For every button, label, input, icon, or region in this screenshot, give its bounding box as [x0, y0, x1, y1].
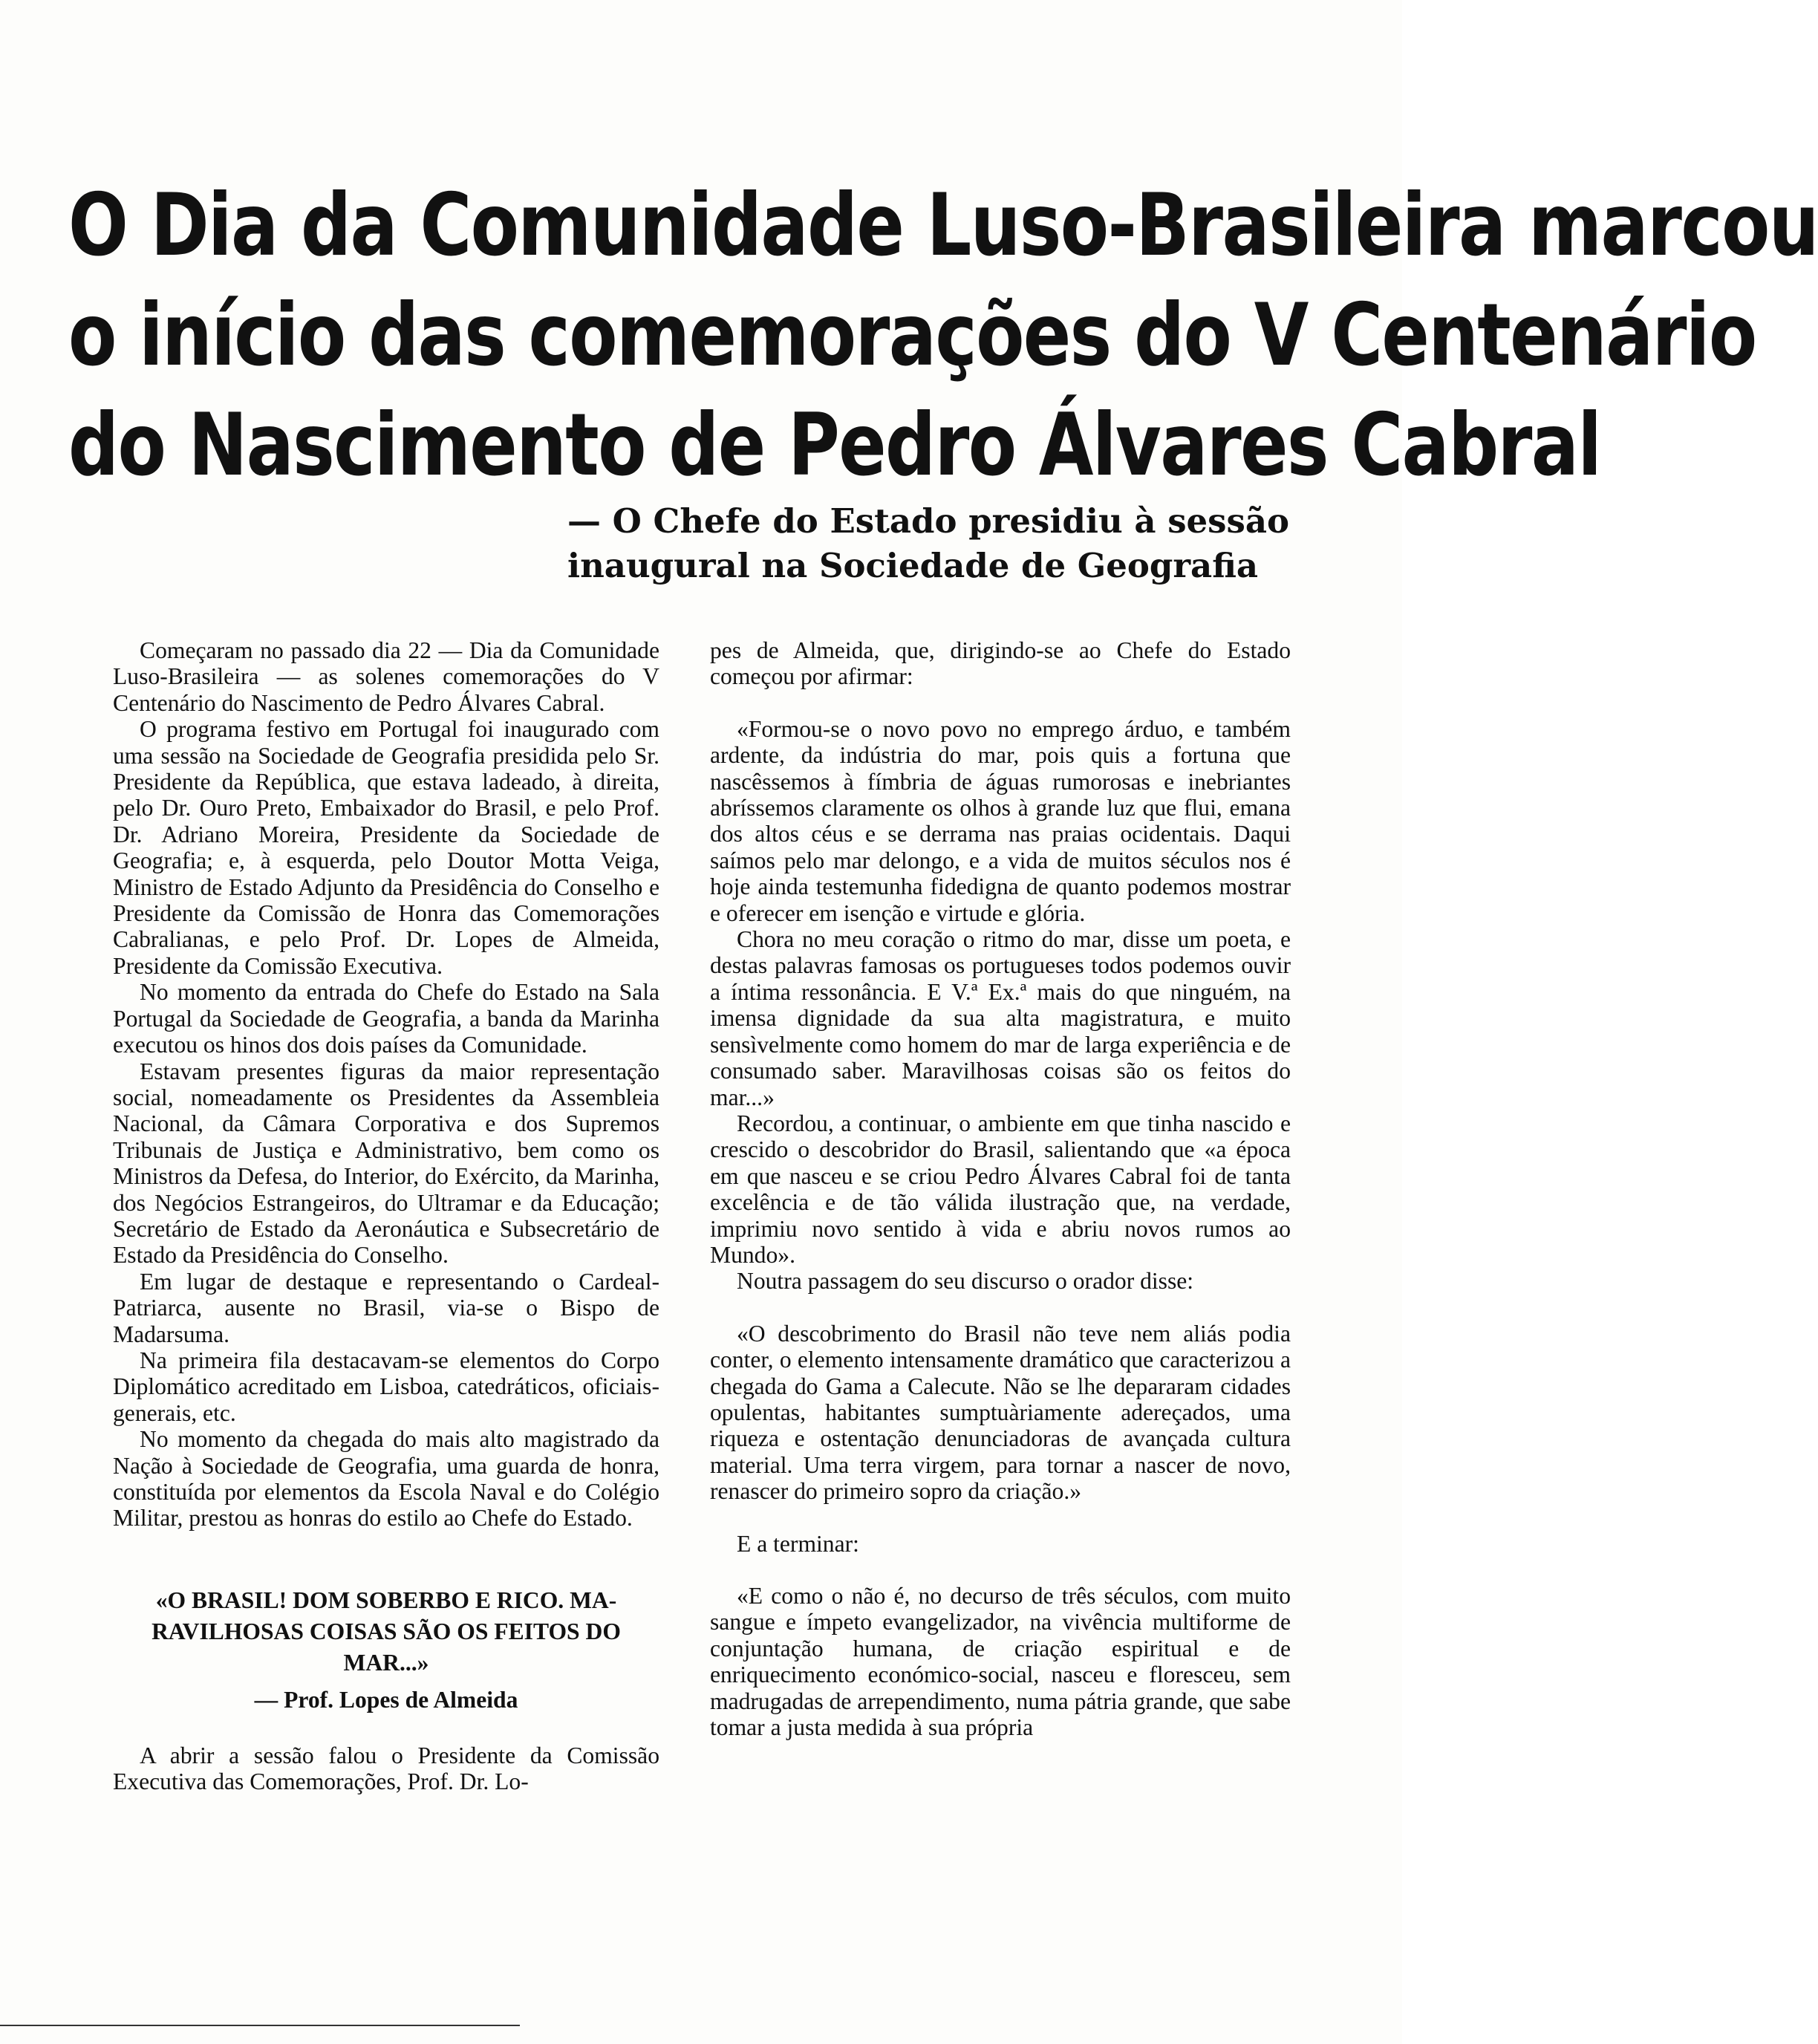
article-paragraph: No momento da entrada do Chefe do Estado na Sala Portugal da Sociedade de Geografia, a banda da Marinha executou os hinos dos dois países da Comunidade.: [113, 979, 659, 1058]
subheadline: [567, 499, 1289, 588]
quote-attribution: — Prof. Lopes de Almeida: [254, 1686, 518, 1713]
article-paragraph: No momento da chegada do mais alto magistrado da Nação à Sociedade de Geografia, uma guarda de honra, constituída por elementos da Escola Naval e do Colégio Militar, prestou as honras do estilo ao Chefe do Estado.: [113, 1426, 659, 1532]
speech-quote: «O descobrimento do Brasil não teve nem aliás podia conter, o elemento intensamente dramático que caracterizou a chegada do Gama a Calecute. Não se lhe depararam cidades opulentas, habitantes sumptuàriamente adereçados, uma riqueza e ostentação denunciadoras de avançada cultura material. Uma terra virgem, para tornar a nascer de novo, renascer do primeiro sopro da criação.»: [710, 1320, 1291, 1505]
headline-line: O Dia da Comunidade Luso-Brasileira marcou: [68, 175, 1818, 276]
speech-quote: Chora no meu coração o ritmo do mar, disse um poeta, e destas palavras famosas os portugueses todos podemos ouvir a íntima ressonância. E V.ª Ex.ª mais do que ninguém, na imensa dignidade da sua alta magistratura, e muito sensìvelmente como homem do mar de larga experiência e de consumado saber. Maravilhosas coisas são os feitos do mar...»: [710, 926, 1291, 1110]
headline-line: do Nascimento de Pedro Álvares Cabral: [68, 395, 1601, 495]
article-paragraph: Em lugar de destaque e representando o Cardeal- Patriarca, ausente no Brasil, via-se o Bispo de Madarsuma.: [113, 1268, 659, 1347]
headline-line: o início das comemorações do V Centenário: [68, 285, 1756, 385]
article-paragraph-continued: pes de Almeida, que, dirigindo-se ao Chefe do Estado começou por afirmar:: [710, 637, 1291, 690]
article-paragraph: Começaram no passado dia 22 — Dia da Comunidade Luso-Brasileira — as solenes comemorações do V Centenário do Nascimento de Pedro Álvares Cabral.: [113, 637, 659, 716]
right-column: [710, 637, 1291, 1740]
section-heading-line: «O BRASIL! DOM SOBERBO E RICO. MA-: [155, 1586, 617, 1613]
speech-quote: «Formou-se o novo povo no emprego árduo, e também ardente, da indústria do mar, pois quis a fortuna que nascêssemos à fímbria de águas rumorosas e inebriantes abríssemos claramente os olhos à grande luz que flui, emana dos altos céus e se derrama nas praias ocidentais. Daqui saímos pelo mar delongo, e a vida de muitos séculos nos é hoje ainda testemunha fidedigna de quanto podemos mostrar e oferecer em isenção e virtude e glória.: [710, 715, 1291, 926]
article-paragraph: Estavam presentes figuras da maior representação social, nomeadamente os Presidentes da Assembleia Nacional, da Câmara Corporativa e dos Supremos Tribunais de Justiça e Administrativo, bem como os Ministros da Defesa, do Interior, do Exército, da Marinha, dos Negócios Estrangeiros, do Ultramar e da Educação; Secretário de Estado da Aeronáutica e Subsecretário de Estado da Presidência do Conselho.: [113, 1058, 659, 1269]
headline: [68, 171, 1818, 501]
section-heading-line: MAR...»: [343, 1649, 429, 1676]
speech-quote: «E como o não é, no decurso de três séculos, com muito sangue e ímpeto evangelizador, na vivência multiforme de conjuntação humana, de criação espiritual e de enriquecimento económico-social, nasceu e floresceu, sem madrugadas de arrependimento, numa pátria grande, que sabe tomar a justa medida à sua própria: [710, 1583, 1291, 1741]
section-heading-line: RAVILHOSAS COISAS SÃO OS FEITOS DO: [152, 1618, 621, 1644]
left-column: [113, 637, 659, 1795]
subheadline-line: — O Chefe do Estado presidiu à sessão: [567, 501, 1289, 541]
article-paragraph: Noutra passagem do seu discurso o orador disse:: [737, 1268, 1194, 1295]
article-paragraph: O programa festivo em Portugal foi inaugurado com uma sessão na Sociedade de Geografia presidida pelo Sr. Presidente da República, que estava ladeado, à direita, pelo Dr. Ouro Preto, Embaixador do Brasil, e pelo Prof. Dr. Adriano Moreira, Presidente da Sociedade de Geografia; e, à esquerda, pelo Doutor Motta Veiga, Ministro de Estado Adjunto da Presidência do Conselho e Presidente da Comissão de Honra das Comemorações Cabralianas, e pelo Prof. Dr. Lopes de Almeida, Presidente da Comissão Executiva.: [113, 716, 659, 979]
article-paragraph: E a terminar:: [737, 1530, 859, 1557]
article-paragraph: Na primeira fila destacavam-se elementos do Corpo Diplomático acreditado em Lisboa, catedráticos, oficiais-generais, etc.: [113, 1347, 659, 1426]
article-paragraph: A abrir a sessão falou o Presidente da Comissão Executiva das Comemorações, Prof. Dr. Lo-: [113, 1742, 659, 1795]
section-heading: [113, 1585, 659, 1679]
footer-rule: [0, 2025, 520, 2026]
subheadline-line: inaugural na Sociedade de Geografia: [567, 546, 1259, 585]
article-paragraph: Recordou, a continuar, o ambiente em que tinha nascido e crescido o descobridor do Brasil, salientando que «a época em que nasceu e se criou Pedro Álvares Cabral foi de tanta excelência e de tão válida ilustração que, na verdade, imprimiu novo sentido à vida e abriu novos rumos ao Mundo».: [710, 1110, 1291, 1268]
